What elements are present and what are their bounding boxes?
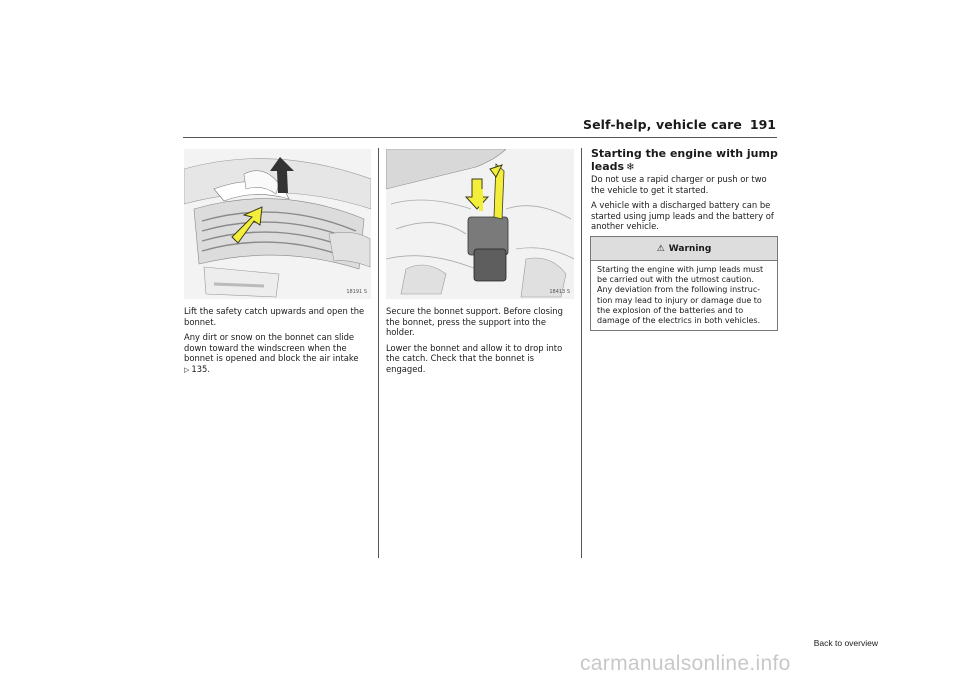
bonnet-catch-illustration	[184, 149, 371, 299]
reference-page: 135.	[191, 363, 211, 374]
back-to-overview-link[interactable]: Back to overview	[813, 638, 878, 648]
warning-text: Starting the engine with jump leads must be carried out with the utmost caution. Any deviation from the following instruc-tion may lead to injury or damage due to the explosion of the batteries and to damage of the electrics in both vehicles.	[597, 265, 764, 326]
right-column-text	[591, 174, 781, 237]
figure-code: 18413 S	[549, 289, 570, 295]
warning-title: Warning	[668, 243, 712, 254]
paragraph: Do not use a rapid charger or push or two the vehicle to get it started.	[591, 174, 767, 195]
watermark: carmanualsonline.info	[580, 652, 791, 675]
warning-header	[591, 237, 777, 261]
paragraph-text: Any dirt or snow on the bonnet can slide down toward the windscreen when the bonnet is opened and block the air intake	[184, 332, 359, 364]
warning-box	[590, 236, 778, 331]
figure-code: 18191 S	[346, 289, 367, 295]
section-heading	[591, 148, 781, 174]
figure-bonnet-support	[386, 149, 574, 299]
paragraph: Lower the bonnet and allow it to drop into the catch. Check that the bonnet is engaged.	[386, 342, 563, 374]
figure-bonnet-catch	[184, 149, 371, 299]
column-divider-left	[378, 148, 379, 558]
page-number: 191	[749, 117, 776, 132]
bonnet-support-illustration	[386, 149, 574, 299]
paragraph: Lift the safety catch upwards and open the bonnet.	[184, 306, 365, 327]
paragraph: Secure the bonnet support. Before closing the bonnet, press the support into the holder.	[386, 306, 563, 338]
reference-arrow-icon: ▷	[184, 365, 190, 374]
warning-triangle-icon: ⚠	[656, 243, 665, 254]
left-column-text	[184, 306, 370, 376]
page-header	[0, 0, 960, 140]
heading-text: Starting the engine with jump leads	[591, 147, 778, 173]
section-title: Self-help, vehicle care	[582, 117, 742, 132]
header-rule	[183, 137, 777, 138]
snowflake-icon: ❄	[626, 161, 635, 173]
column-divider-right	[581, 148, 582, 558]
page-reference[interactable]	[184, 364, 370, 376]
paragraph: A vehicle with a discharged battery can be started using jump leads and the battery of another vehicle.	[591, 200, 774, 232]
middle-column-text	[386, 306, 574, 380]
paragraph	[184, 332, 370, 364]
